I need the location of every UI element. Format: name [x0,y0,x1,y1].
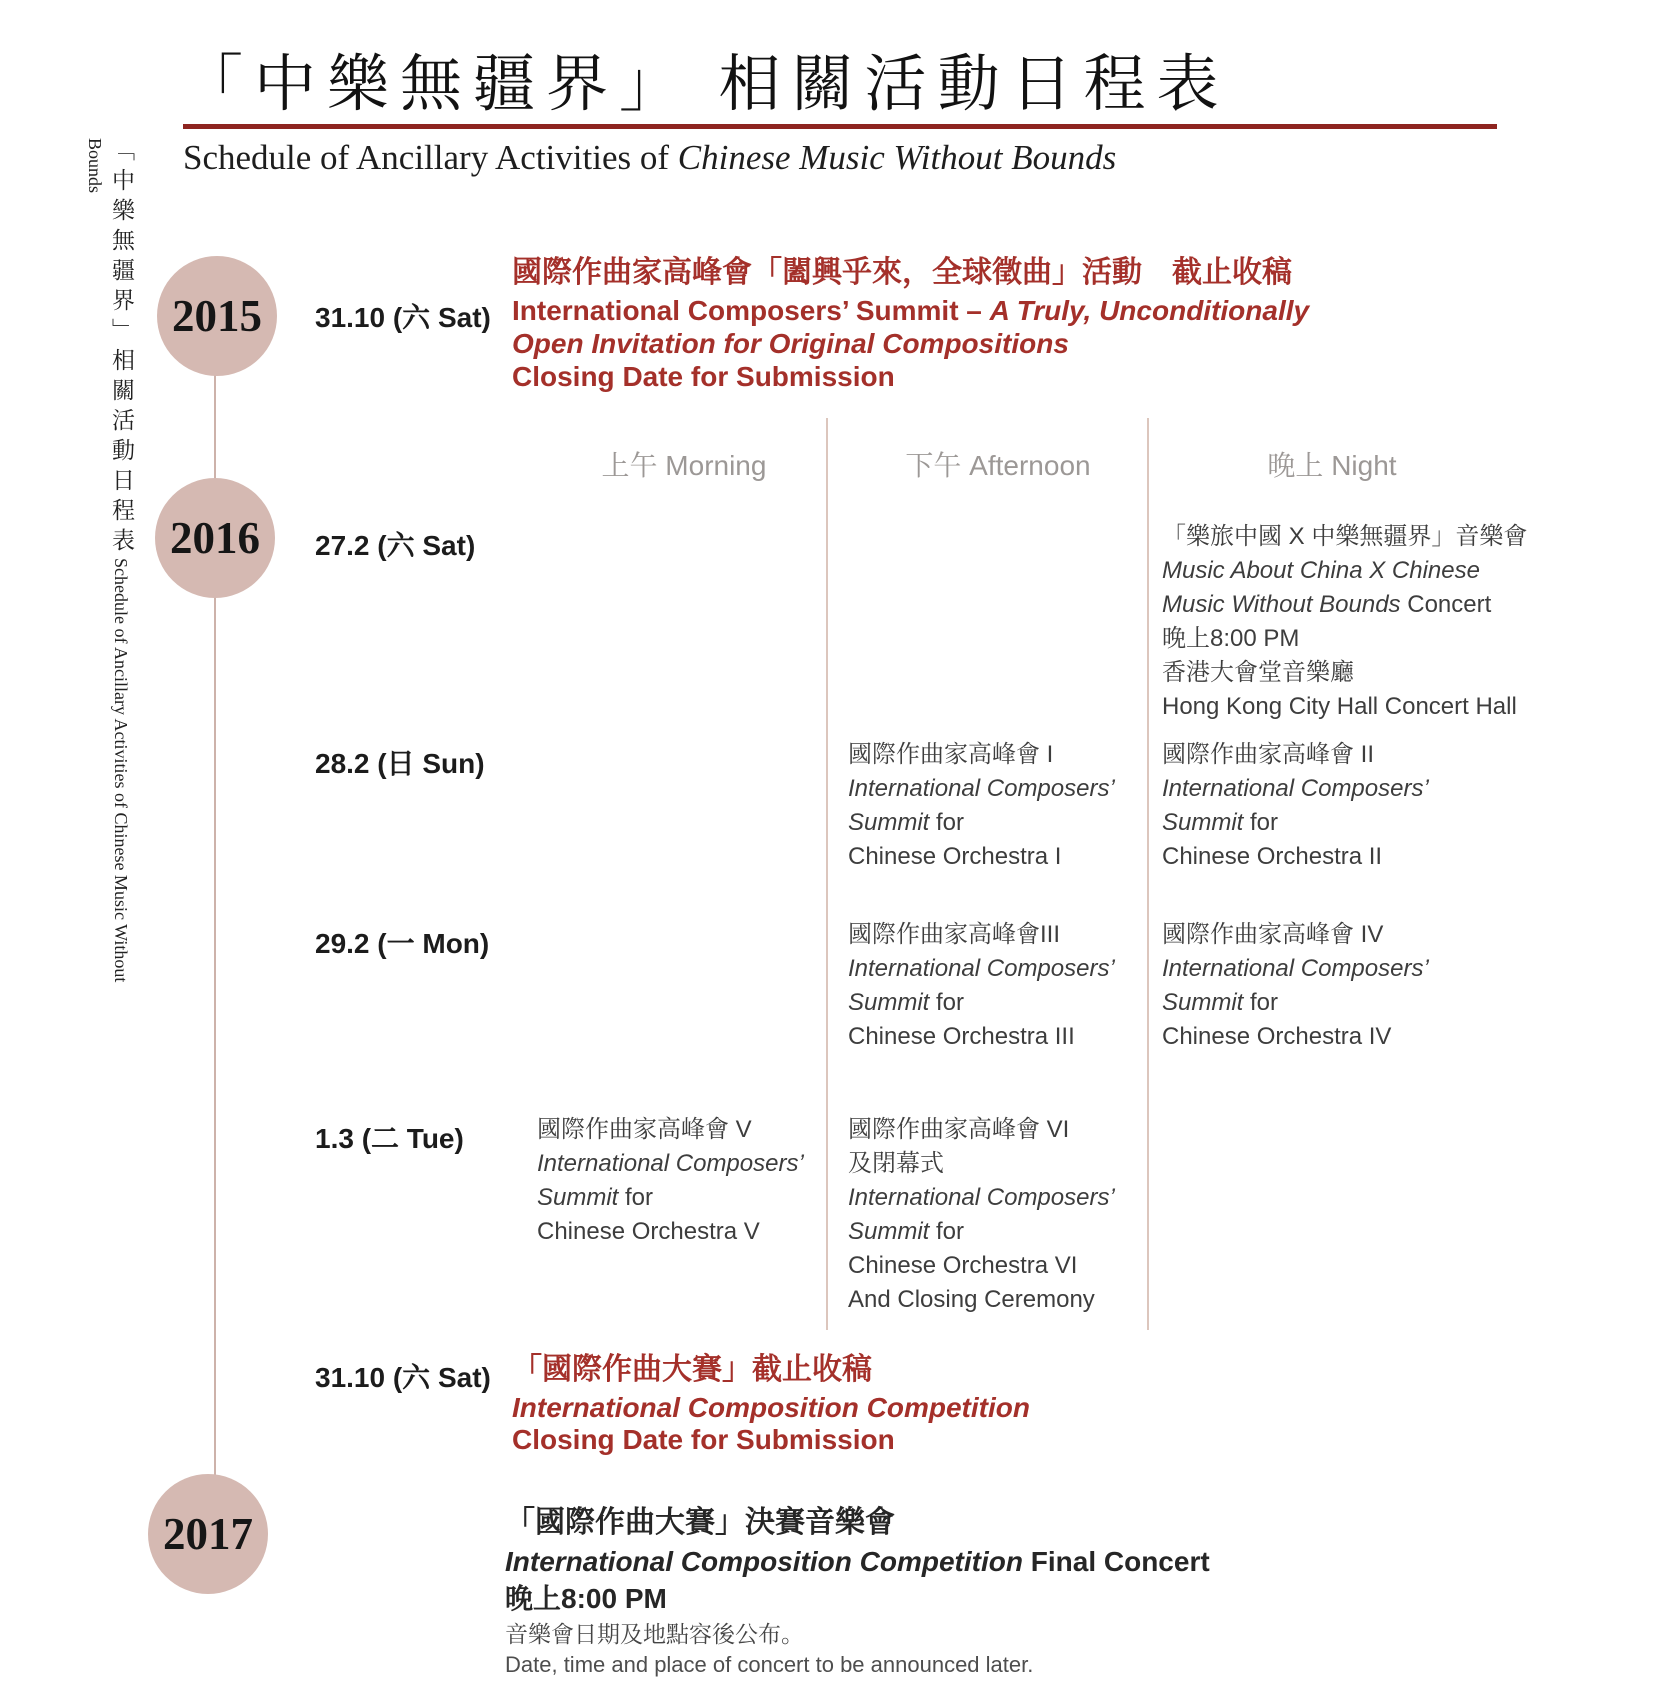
feb27-night-en2-italic: Music Without Bounds [1162,591,1408,618]
event-2017-note-zh: 音樂會日期及地點容後公布。 [505,1621,804,1647]
feb27-night-en2 [1162,588,1527,622]
feb29-aft-en2 [848,986,1115,1020]
event-2015-line1-italic: A Truly, Unconditionally [989,295,1310,326]
sidebar-vertical-title-en: Schedule of Ancillary Activities of Chinese Music Without Bounds [85,138,131,983]
year-label-2015: 2015 [172,291,262,341]
feb29-night-title-zh: 國際作曲家高峰會 IV [1162,921,1384,948]
mar1-aft-title-zh2: 及閉幕式 [848,1150,944,1177]
mar1-aft-en2-plain: for [929,1218,965,1245]
feb28-aft-en3: Chinese Orchestra I [848,843,1062,870]
mar1-morn-en2-plain: for [618,1184,654,1211]
year-label-2016: 2016 [170,513,260,563]
event-2017-title-zh: 「國際作曲大賽」決賽音樂會 [505,1506,895,1539]
feb28-night-title-zh: 國際作曲家高峰會 II [1162,741,1375,768]
event-2015-submission [512,252,1309,393]
event-2017-en-italic: International Composition Competition [505,1546,1023,1577]
event-2016-en-italic: International Composition Competition [512,1392,1030,1423]
feb28-aft-en2-plain: for [929,809,965,836]
feb29-night-en3: Chinese Orchestra IV [1162,1023,1392,1050]
feb29-night-en2-plain: for [1243,989,1279,1016]
feb27-night-time: 晚上8:00 PM [1162,625,1300,652]
feb27-night-venue-en: Hong Kong City Hall Concert Hall [1162,693,1517,720]
mar1-aft-en2-italic: Summit [848,1218,930,1245]
column-divider-left [826,418,828,1330]
page-subtitle [183,138,1116,178]
event-cell-mar1-afternoon [848,1113,1115,1317]
page-title: 「中樂無疆界」 相關活動日程表 [181,51,1230,119]
mar1-aft-title-zh: 國際作曲家高峰會 VI [848,1116,1070,1143]
mar1-morn-en2-italic: Summit [537,1184,619,1211]
feb29-night-en2-italic: Summit [1162,989,1244,1016]
subtitle-italic: Chinese Music Without Bounds [677,138,1117,177]
event-2016-submission [512,1348,1030,1456]
mar1-aft-en1: International Composers’ [848,1184,1115,1211]
event-2015-title-zh: 國際作曲家高峰會「闔興乎來，全球徵曲」活動 截止收稿 [512,256,1292,289]
mar1-aft-en2 [848,1215,1115,1249]
feb27-night-venue-zh: 香港大會堂音樂廳 [1162,659,1354,686]
feb27-night-en2-plain: Concert [1407,591,1492,618]
feb28-aft-title-zh: 國際作曲家高峰會 I [848,741,1054,768]
mar1-morn-en2 [537,1181,804,1215]
subtitle-plain: Schedule of Ancillary Activities of [183,138,678,177]
event-2015-line1-plain: International Composers’ Summit – [512,295,990,326]
feb29-night-en1: International Composers’ [1162,955,1429,982]
year-circle-2015 [157,256,277,376]
feb27-night-title-zh: 「樂旅中國 X 中樂無疆界」音樂會 [1162,523,1528,550]
year-circle-2016 [155,478,275,598]
feb28-aft-en2-italic: Summit [848,809,930,836]
event-cell-feb29-afternoon [848,918,1115,1054]
event-cell-feb29-night [1162,918,1429,1054]
event-2017-time: 晚上8:00 PM [505,1583,667,1614]
feb28-aft-en2 [848,806,1115,840]
mar1-aft-en4: And Closing Ceremony [848,1286,1095,1313]
year-circle-2017 [148,1474,268,1594]
column-header-afternoon: 下午 Afternoon [905,450,1091,481]
feb29-night-en2 [1162,986,1429,1020]
event-date-2015-submission: 31.10 (六 Sat) [315,302,491,333]
feb29-aft-en1: International Composers’ [848,955,1115,982]
event-date-feb27: 27.2 (六 Sat) [315,530,476,561]
event-date-feb28: 28.2 (日 Sun) [315,748,485,779]
event-2016-en-plain: Closing Date for Submission [512,1424,895,1455]
feb28-night-en2 [1162,806,1429,840]
event-2015-line3: Closing Date for Submission [512,361,895,392]
column-header-morning: 上午 Morning [601,450,767,481]
event-2017-en-plain: Final Concert [1022,1546,1210,1577]
event-cell-feb28-afternoon [848,738,1115,874]
event-date-feb29: 29.2 (一 Mon) [315,928,490,959]
event-cell-mar1-morning [537,1113,804,1249]
feb29-aft-title-zh: 國際作曲家高峰會III [848,921,1061,948]
event-2017-final-concert [505,1502,1210,1680]
feb28-night-en1: International Composers’ [1162,775,1429,802]
feb28-night-en2-plain: for [1243,809,1279,836]
feb29-aft-en3: Chinese Orchestra III [848,1023,1075,1050]
event-2016-title-zh: 「國際作曲大賽」截止收稿 [512,1353,872,1386]
feb28-night-en3: Chinese Orchestra II [1162,843,1383,870]
event-2015-line2: Open Invitation for Original Compositions [512,328,1069,359]
feb28-night-en2-italic: Summit [1162,809,1244,836]
event-2017-note-en: Date, time and place of concert to be announced later. [505,1652,1034,1677]
event-2015-line1 [512,294,1309,327]
feb29-aft-en2-italic: Summit [848,989,930,1016]
sidebar-vertical-title-zh: 「中樂無疆界」相關活動日程表 [109,138,134,558]
mar1-morn-title-zh: 國際作曲家高峰會 V [537,1116,752,1143]
title-rule [183,124,1497,129]
mar1-morn-en3: Chinese Orchestra V [537,1218,760,1245]
feb27-night-en1: Music About China X Chinese [1162,557,1480,584]
event-cell-feb27-night [1162,520,1527,724]
feb29-aft-en2-plain: for [929,989,965,1016]
event-date-mar1: 1.3 (二 Tue) [315,1123,464,1154]
column-divider-right [1147,418,1149,1330]
year-label-2017: 2017 [163,1509,253,1559]
feb28-aft-en1: International Composers’ [848,775,1115,802]
mar1-morn-en1: International Composers’ [537,1150,804,1177]
event-2017-en [505,1544,1210,1580]
event-date-2016-submission: 31.10 (六 Sat) [315,1362,491,1393]
vertical-sidebar [84,138,138,1038]
mar1-aft-en3: Chinese Orchestra VI [848,1252,1078,1279]
event-cell-feb28-night [1162,738,1429,874]
column-header-night: 晚上 Night [1267,450,1397,481]
